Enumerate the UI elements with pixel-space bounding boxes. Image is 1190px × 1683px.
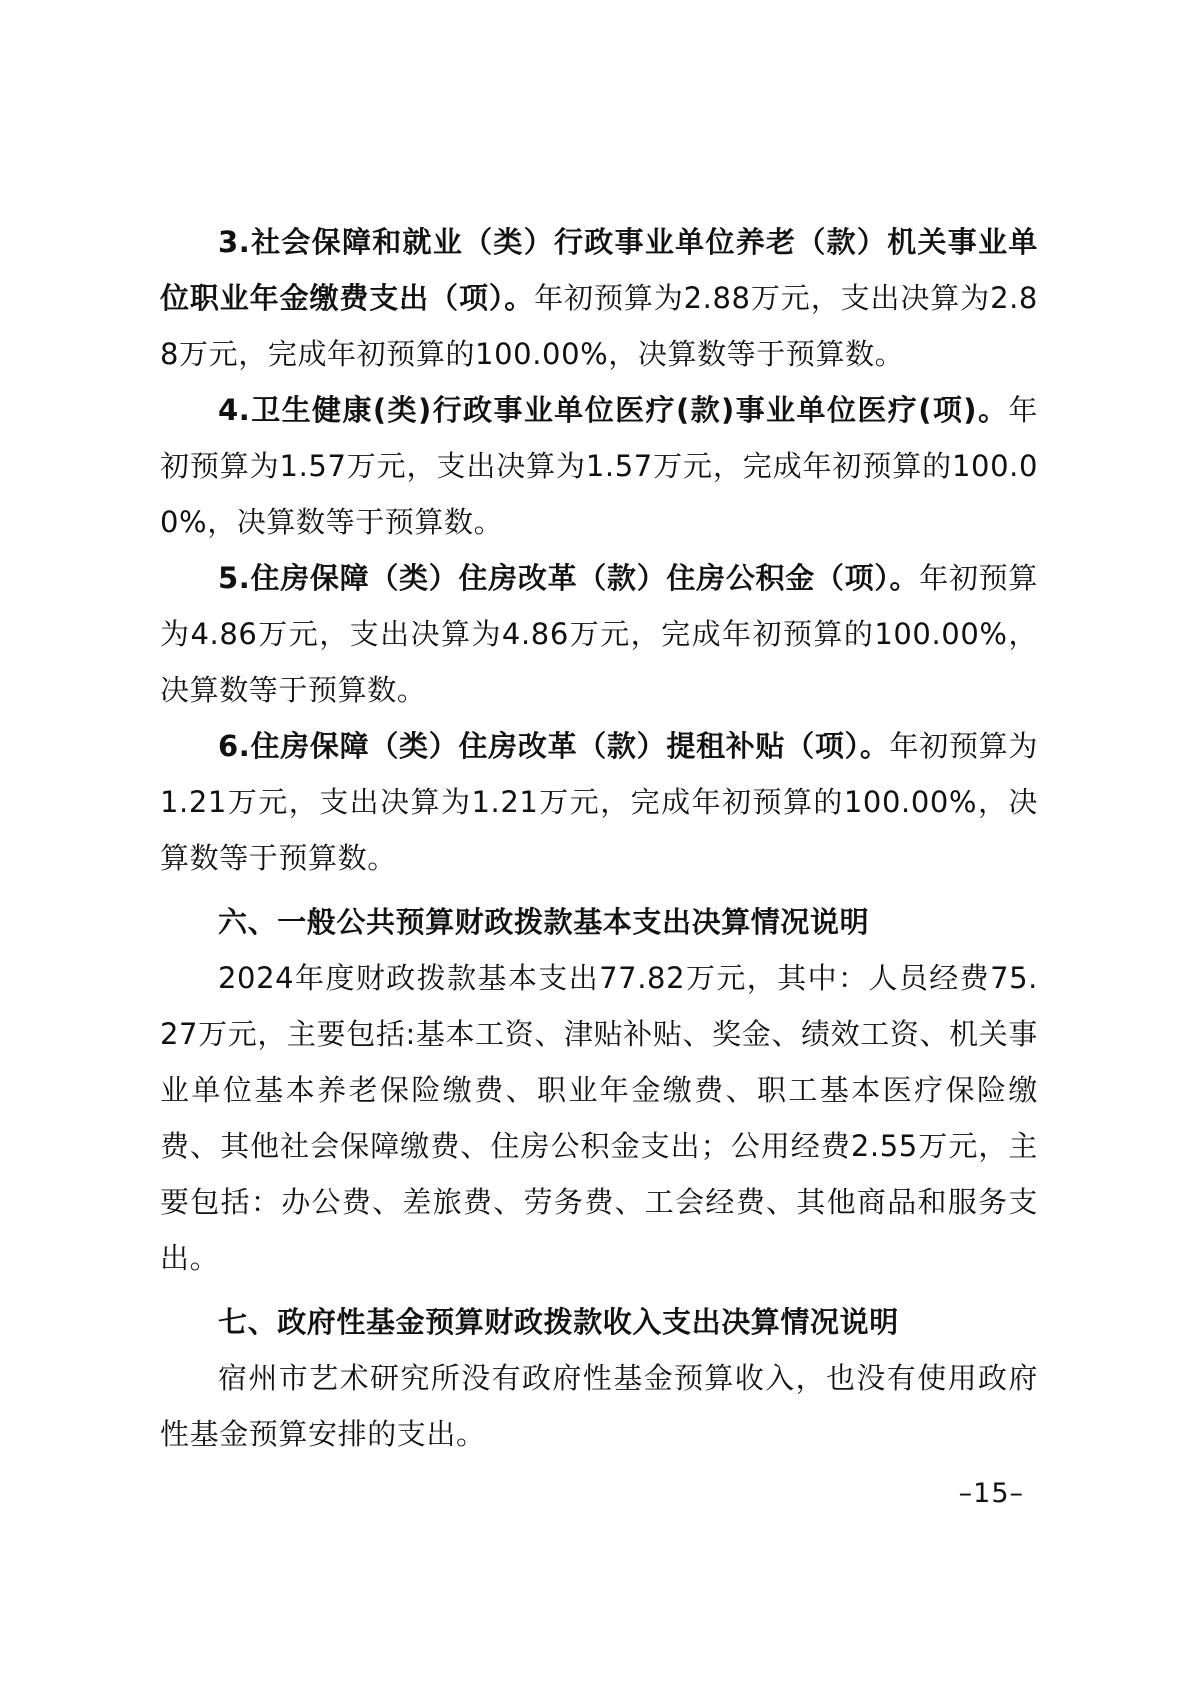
section-7-heading: 七、政府性基金预算财政拨款收入支出决算情况说明 xyxy=(218,1305,899,1339)
item-3-text: 年初预算为2.88万元，支出决算为2.88万元，完成年初预算的100.00%，决算数等于预算数。 xyxy=(160,281,1038,371)
document-body xyxy=(160,214,1038,1462)
item-4-paragraph xyxy=(160,382,1038,550)
item-6-paragraph xyxy=(160,718,1038,886)
item-4-text: 年初预算为1.57万元，支出决算为1.57万元，完成年初预算的100.00%，决算数等于预算数。 xyxy=(160,393,1038,539)
item-6-text: 年初预算为1.21万元，支出决算为1.21万元，完成年初预算的100.00%，决算数等于预算数。 xyxy=(160,729,1038,875)
item-3-title: 3.社会保障和就业（类）行政事业单位养老（款）机关事业单位职业年金缴费支出（项）。 xyxy=(160,225,1038,315)
item-5-title: 5.住房保障（类）住房改革（款）住房公积金（项）。 xyxy=(218,561,920,595)
item-6-title: 6.住房保障（类）住房改革（款）提租补贴（项）。 xyxy=(218,729,890,763)
item-5-text: 年初预算为4.86万元，支出决算为4.86万元，完成年初预算的100.00%，决算数等于预算数。 xyxy=(160,561,1038,707)
page-number: –15– xyxy=(958,1478,1024,1509)
section-7-paragraph: 宿州市艺术研究所没有政府性基金预算收入，也没有使用政府性基金预算安排的支出。 xyxy=(160,1361,1038,1451)
section-6-paragraph: 2024年度财政拨款基本支出77.82万元，其中：人员经费75.27万元，主要包括:基本工资、津贴补贴、奖金、绩效工资、机关事业单位基本养老保险缴费、职业年金缴费、职工基本医疗保险缴费、其他社会保障缴费、住房公积金支出；公用经费2.55万元，主要包括：办公费、差旅费、劳务费、工会经费、其他商品和服务支出。 xyxy=(160,961,1038,1275)
item-4-title: 4.卫生健康(类)行政事业单位医疗(款)事业单位医疗(项)。 xyxy=(218,393,1009,427)
section-6-heading: 六、一般公共预算财政拨款基本支出决算情况说明 xyxy=(218,905,870,939)
item-5-paragraph xyxy=(160,550,1038,718)
item-3-paragraph xyxy=(160,214,1038,382)
